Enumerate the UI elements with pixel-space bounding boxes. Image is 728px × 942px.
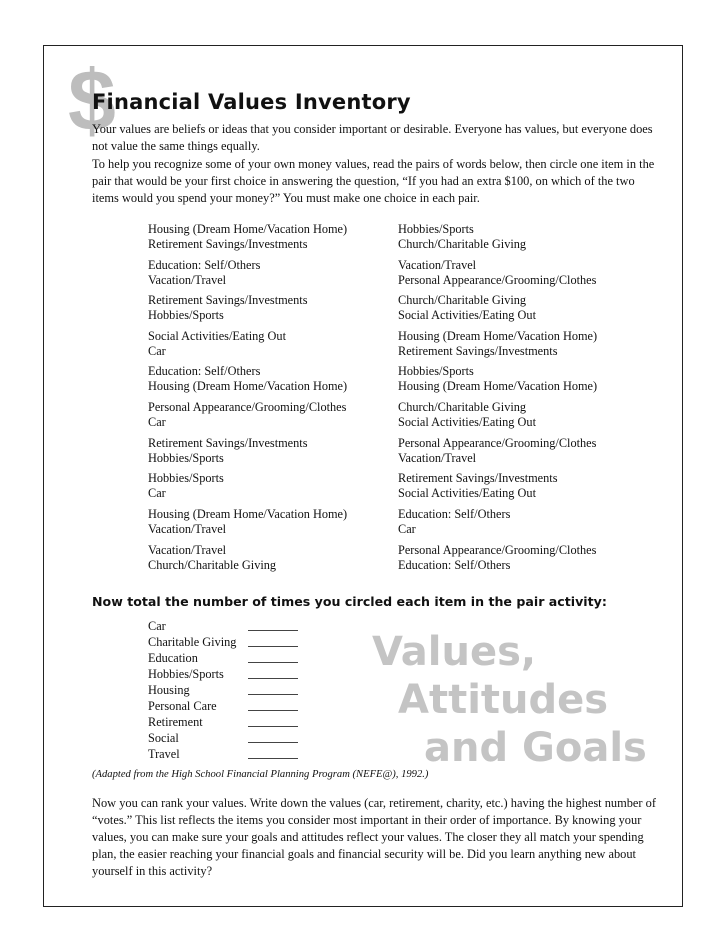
side-title-line-3: and Goals bbox=[424, 725, 647, 771]
pair-item[interactable]: Housing (Dream Home/Vacation Home) Retirement Savings/Investments bbox=[398, 329, 598, 358]
total-label: Charitable Giving bbox=[148, 635, 237, 649]
total-blank[interactable] bbox=[248, 634, 298, 647]
total-row bbox=[148, 650, 298, 666]
total-label: Travel bbox=[148, 747, 180, 761]
side-title-line-1: Values, bbox=[372, 629, 537, 675]
intro-paragraph-2: To help you recognize some of your own money values, read the pairs of words below, then circle one item in the pair that would be your first choice in answering the question, “If you had an extra $100, on which of the two items would you spend your money?” You must make one choice in each pair. bbox=[92, 157, 655, 205]
total-row bbox=[148, 682, 298, 698]
pair-item[interactable]: Education: Self/Others Housing (Dream Home/Vacation Home) bbox=[148, 364, 348, 393]
pair-item[interactable]: Housing (Dream Home/Vacation Home) Retirement Savings/Investments bbox=[148, 222, 348, 251]
pair-item[interactable]: Church/Charitable Giving Social Activities/Eating Out bbox=[398, 400, 536, 429]
total-blank[interactable] bbox=[248, 746, 298, 759]
totals-list bbox=[148, 618, 298, 762]
pair-item[interactable]: Vacation/Travel Church/Charitable Giving bbox=[148, 543, 277, 572]
total-row bbox=[148, 618, 298, 634]
pair-item[interactable]: Hobbies/Sports Church/Charitable Giving bbox=[398, 222, 527, 251]
total-label: Social bbox=[148, 731, 179, 745]
total-label: Retirement bbox=[148, 715, 203, 729]
total-blank[interactable] bbox=[248, 650, 298, 663]
intro-paragraph-1: Your values are beliefs or ideas that you consider important or desirable. Everyone has values, but everyone does not value the same things equally. bbox=[92, 122, 653, 153]
source-note: (Adapted from the High School Financial Planning Program (NEFE@), 1992.) bbox=[92, 769, 429, 780]
total-label: Education bbox=[148, 651, 198, 665]
side-title-line-2: Attitudes bbox=[398, 677, 609, 723]
pair-item[interactable]: Housing (Dream Home/Vacation Home) Vacation/Travel bbox=[148, 507, 348, 536]
pair-item[interactable]: Hobbies/Sports Car bbox=[148, 471, 224, 500]
total-blank[interactable] bbox=[248, 698, 298, 711]
total-blank[interactable] bbox=[248, 714, 298, 727]
total-label: Housing bbox=[148, 683, 190, 697]
total-label: Car bbox=[148, 619, 166, 633]
total-row bbox=[148, 634, 298, 650]
total-blank[interactable] bbox=[248, 666, 298, 679]
pair-item[interactable]: Retirement Savings/Investments Hobbies/Sports bbox=[148, 436, 308, 465]
total-blank[interactable] bbox=[248, 682, 298, 695]
pair-item[interactable]: Education: Self/Others Vacation/Travel bbox=[148, 258, 261, 287]
total-label: Hobbies/Sports bbox=[148, 667, 224, 681]
pair-item[interactable]: Personal Appearance/Grooming/Clothes Education: Self/Others bbox=[398, 543, 597, 572]
pair-item[interactable]: Social Activities/Eating Out Car bbox=[148, 329, 286, 358]
total-row bbox=[148, 730, 298, 746]
pair-item[interactable]: Retirement Savings/Investments Hobbies/Sports bbox=[148, 293, 308, 322]
total-row bbox=[148, 698, 298, 714]
total-row bbox=[148, 666, 298, 682]
pair-item[interactable]: Hobbies/Sports Housing (Dream Home/Vacation Home) bbox=[398, 364, 598, 393]
closing-paragraph: Now you can rank your values. Write down the values (car, retirement, charity, etc.) having the highest number of “votes.” This list reflects the items you consider most important in their order of importance. By knowing your values, you can make sure your goals and attitudes reflect your values. The closer they all match your spending plan, the easier reaching your financial goals and financial security will be. Did you learn anything new about yourself in this activity? bbox=[92, 796, 656, 878]
pair-item[interactable]: Personal Appearance/Grooming/Clothes Car bbox=[148, 400, 347, 429]
dollar-sign-logo: $ bbox=[68, 53, 116, 149]
total-label: Personal Care bbox=[148, 699, 217, 713]
total-row bbox=[148, 714, 298, 730]
totals-heading: Now total the number of times you circled each item in the pair activity: bbox=[92, 594, 607, 609]
pair-item[interactable]: Education: Self/Others Car bbox=[398, 507, 511, 536]
page-title: Financial Values Inventory bbox=[92, 90, 411, 114]
pair-item[interactable]: Vacation/Travel Personal Appearance/Grooming/Clothes bbox=[398, 258, 597, 287]
pair-item[interactable]: Retirement Savings/Investments Social Activities/Eating Out bbox=[398, 471, 558, 500]
total-blank[interactable] bbox=[248, 730, 298, 743]
total-blank[interactable] bbox=[248, 618, 298, 631]
pair-item[interactable]: Church/Charitable Giving Social Activities/Eating Out bbox=[398, 293, 536, 322]
pair-item[interactable]: Personal Appearance/Grooming/Clothes Vacation/Travel bbox=[398, 436, 597, 465]
total-row bbox=[148, 746, 298, 762]
